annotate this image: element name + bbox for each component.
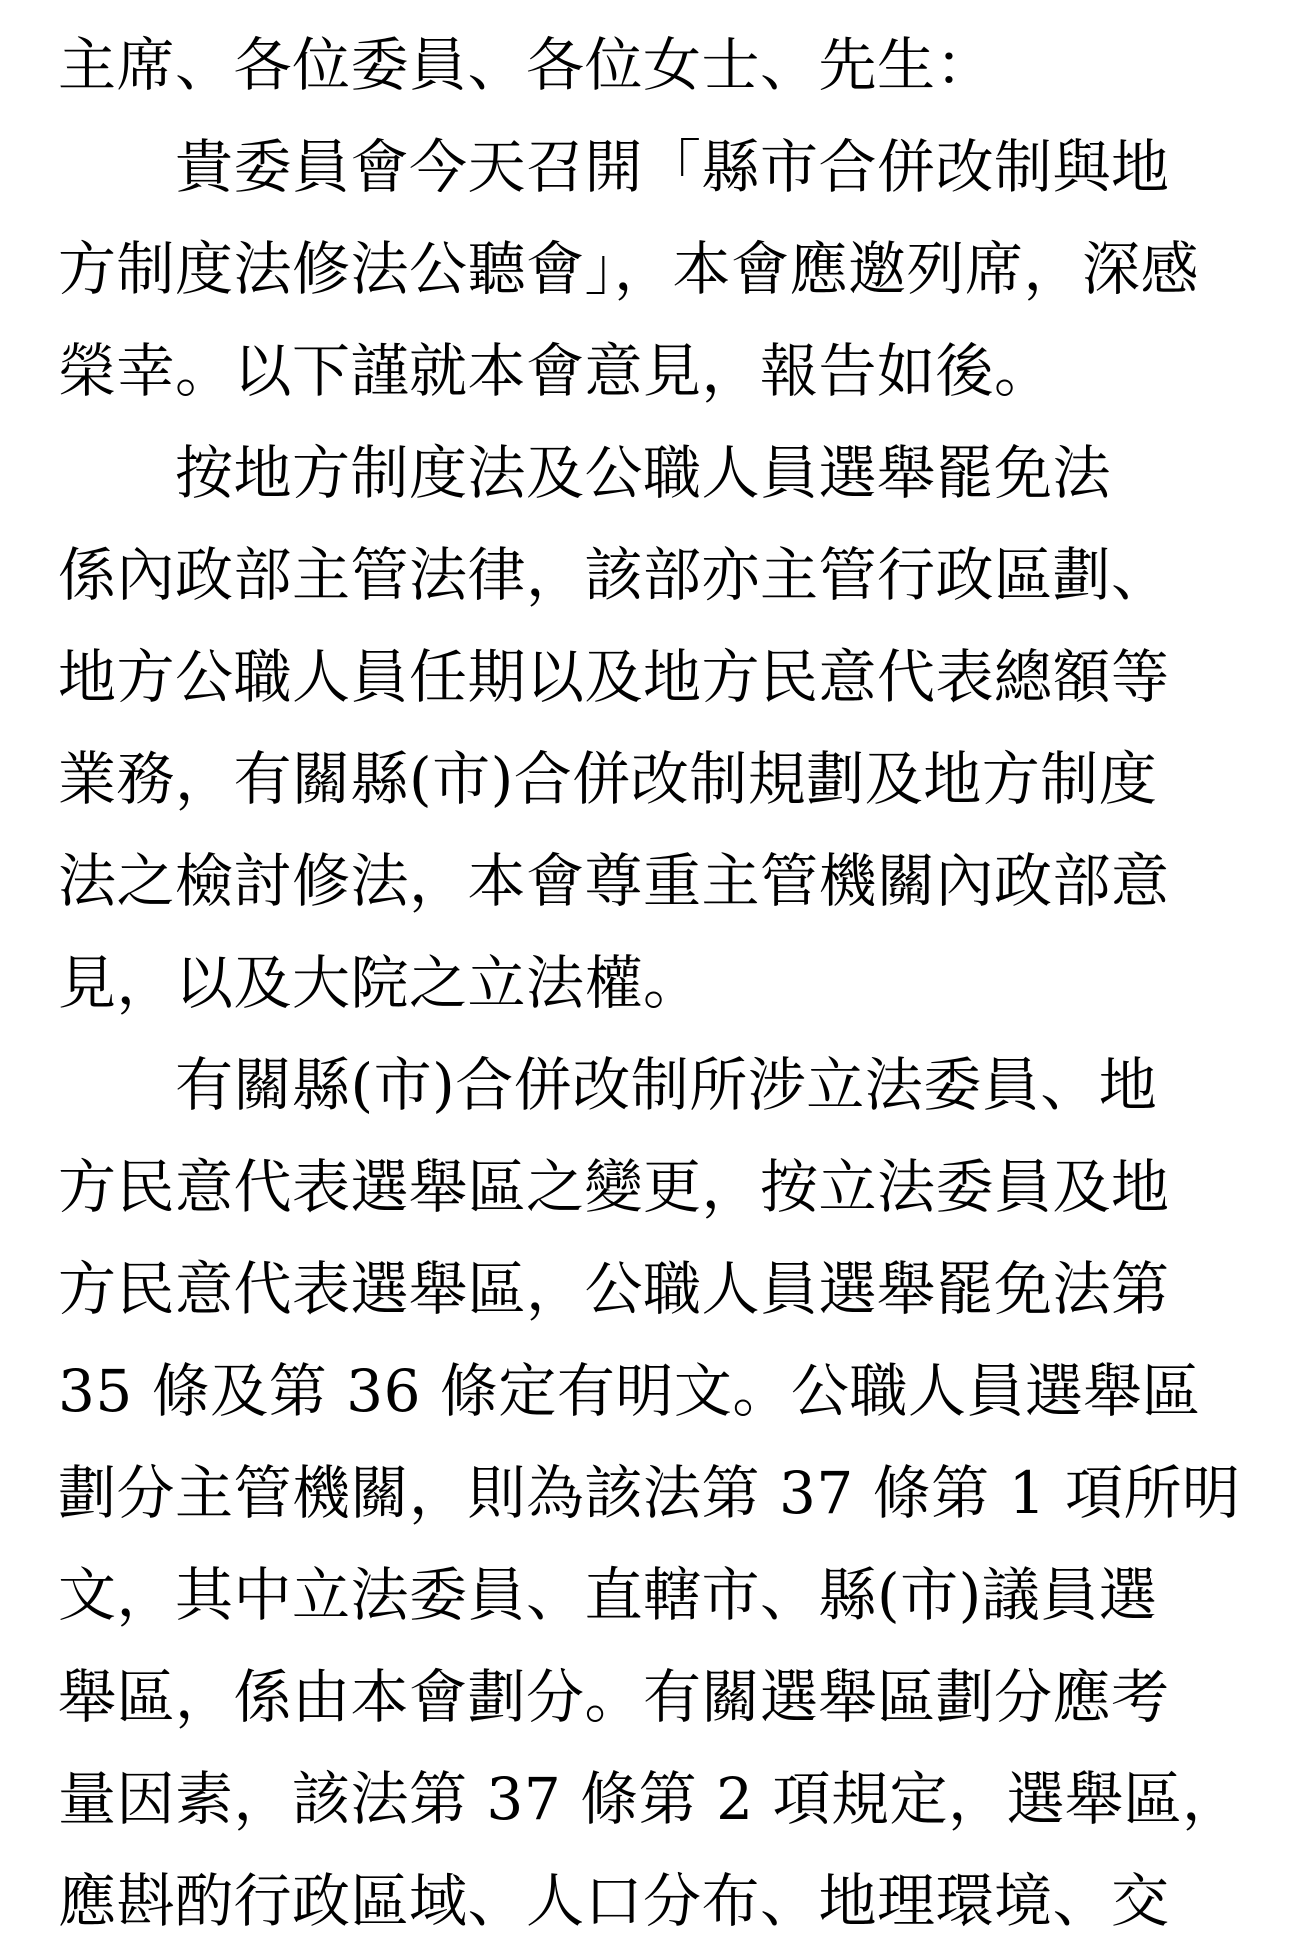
text-line: 地方公職人員任期以及地方民意代表總額等 (58, 643, 1170, 711)
text-line: 文，其中立法委員、直轄市、縣(市)議員選 (58, 1561, 1158, 1629)
text-line: 榮幸。以下謹就本會意見，報告如後。 (58, 337, 1053, 405)
text-line: 業務，有關縣(市)合併改制規劃及地方制度 (58, 745, 1158, 813)
text-line: 方制度法修法公聽會」，本會應邀列席，深感 (58, 235, 1200, 303)
text-line: 方民意代表選舉區之變更，按立法委員及地 (58, 1153, 1170, 1221)
text-line: 舉區，係由本會劃分。有關選舉區劃分應考 (58, 1663, 1170, 1731)
text-line: 35 條及第 36 條定有明文。公職人員選舉區 (58, 1357, 1201, 1425)
text-line: 係內政部主管法律，該部亦主管行政區劃、 (58, 541, 1170, 609)
text-line: 有關縣(市)合併改制所涉立法委員、地 (58, 1051, 1158, 1119)
text-line: 劃分主管機關，則為該法第 37 條第 1 項所明 (58, 1459, 1241, 1527)
text-line: 見，以及大院之立法權。 (58, 949, 702, 1017)
text-line: 貴委員會今天召開「縣市合併改制與地 (58, 133, 1170, 201)
text-line: 按地方制度法及公職人員選舉罷免法 (58, 439, 1112, 507)
text-line: 主席、各位委員、各位女士、先生： (58, 31, 995, 99)
text-line: 方民意代表選舉區，公職人員選舉罷免法第 (58, 1255, 1170, 1323)
text-line: 應斟酌行政區域、人口分布、地理環境、交 (58, 1867, 1170, 1935)
text-line: 量因素，該法第 37 條第 2 項規定，選舉區， (58, 1765, 1241, 1833)
text-line: 法之檢討修法，本會尊重主管機關內政部意 (58, 847, 1170, 915)
document-body (58, 14, 1248, 1952)
